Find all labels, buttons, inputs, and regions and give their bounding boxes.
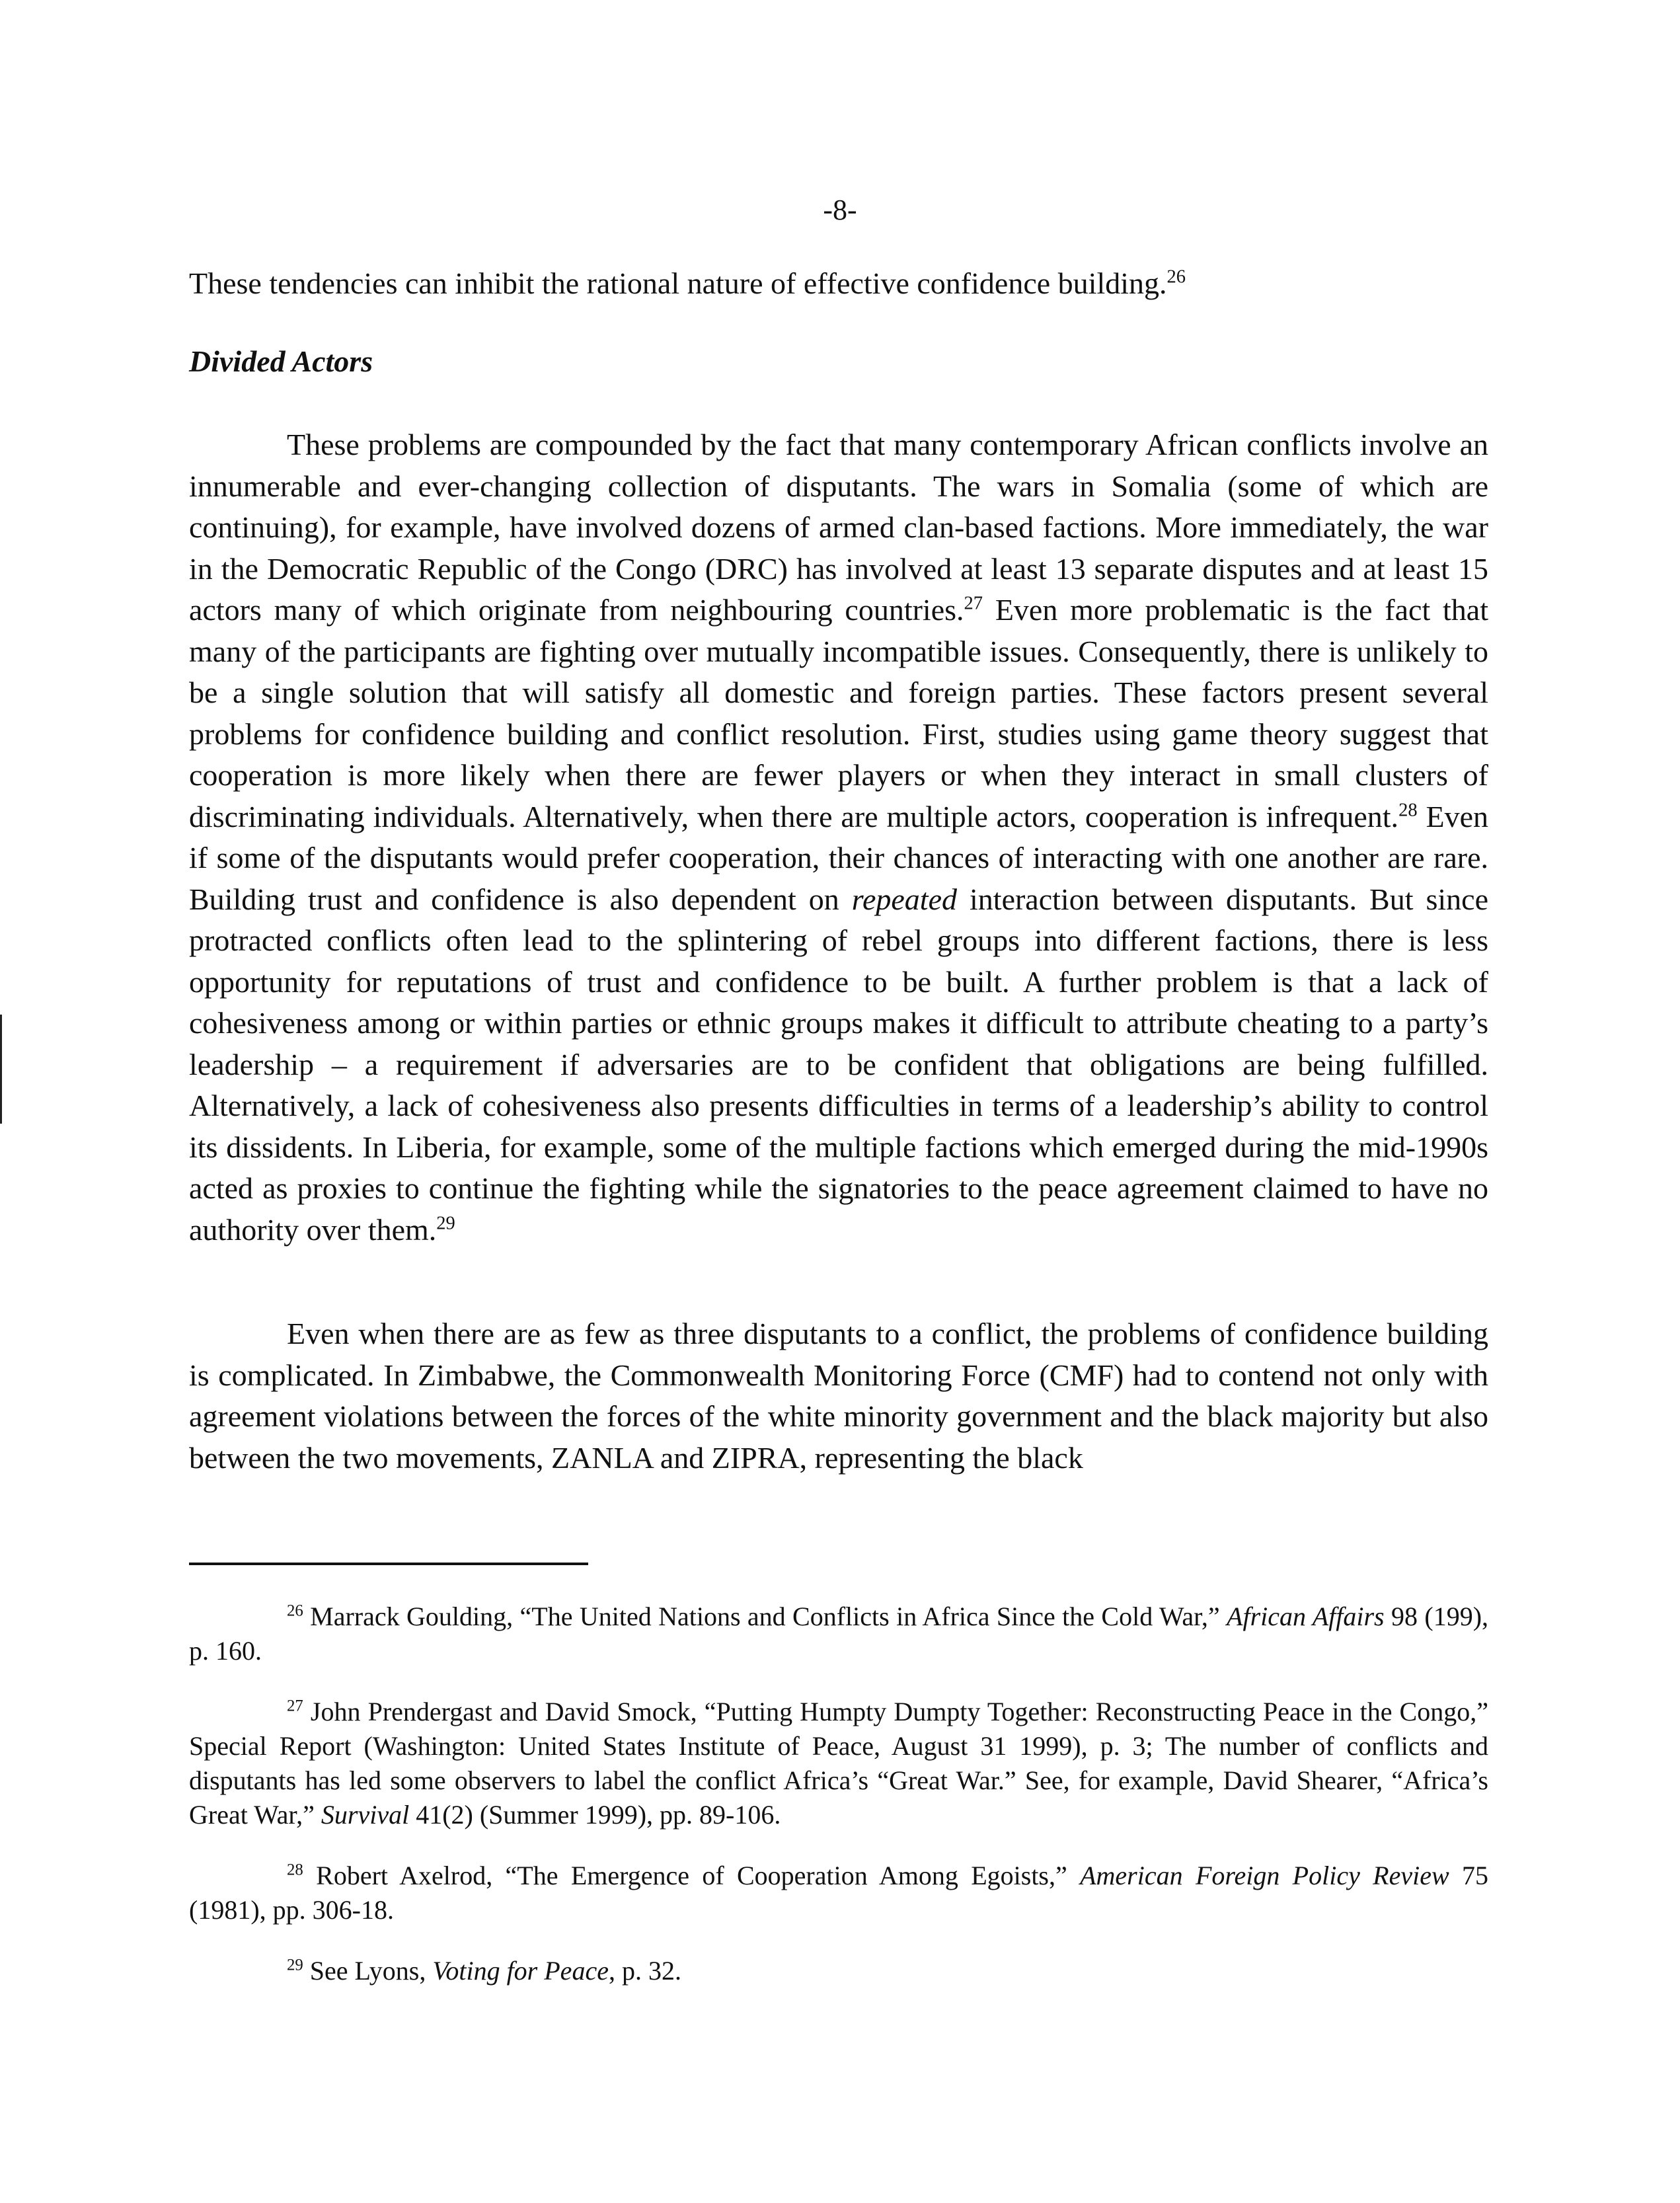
footnote-ref-26: 26	[1166, 266, 1186, 288]
paragraph2-text: Even when there are as few as three disputants to a conflict, the problems of confidence building is complicated. In Zimbabwe, the Commonwealth Monitoring Force (CMF) had to contend not only with agreement violations between the forces of the white minority government and the black majority but also between the two movements, ZANLA and ZIPRA, representing the black	[189, 1317, 1488, 1475]
footnote-number: 29	[287, 1956, 303, 1974]
footnote-ref-29: 29	[436, 1213, 455, 1234]
footnote-text: 41(2) (Summer 1999), pp. 89-106.	[409, 1800, 781, 1830]
footnote-text: See Lyons,	[303, 1956, 433, 1986]
footnote-number: 27	[287, 1697, 303, 1715]
footnote-text: , p. 32.	[608, 1956, 681, 1986]
emphasis-repeated: repeated	[851, 882, 958, 916]
paragraph1-sentence-3: Even if some of the disputants would prefer cooperation, their chances of interacting with one another are rare. Building trust and confidence is also dependent on	[189, 799, 1488, 916]
footnote-title: Voting for Peace	[432, 1956, 609, 1986]
footnotes-section	[189, 1600, 1488, 2015]
footnote-text: 98 (199), p. 160.	[189, 1602, 1489, 1666]
footnote-number: 28	[287, 1861, 303, 1879]
paragraph-zimbabwe	[189, 1313, 1488, 1479]
footnote-divider	[189, 1563, 588, 1565]
footnote-text: Robert Axelrod, “The Emergence of Cooperation Among Egoists,”	[303, 1861, 1081, 1890]
footnote-27	[189, 1695, 1488, 1832]
paragraph-divided-actors	[189, 424, 1488, 1251]
footnote-26	[189, 1600, 1488, 1668]
scan-edge-mark	[0, 1015, 2, 1124]
paragraph1-sentence-4: interaction between disputants. But since protracted conflicts often lead to the splintering of rebel groups into different factions, there is less opportunity for reputations of trust and confidence to be built. A further problem is that a lack of cohesiveness among or within parties or ethnic groups makes it difficult to attribute cheating to a party’s leadership – a requirement if adversaries are to be confident that obligations are being fulfilled. Alternatively, a lack of cohesiveness also presents difficulties in terms of a leadership’s ability to control its dissidents. In Liberia, for example, some of the multiple factions which emerged during the mid-1990s acted as proxies to continue the fighting while the signatories to the peace agreement claimed to have no authority over them.	[189, 882, 1488, 1247]
footnote-text: Marrack Goulding, “The United Nations and Conflicts in Africa Since the Cold War,”	[303, 1602, 1227, 1631]
footnote-title: African Affairs	[1227, 1602, 1385, 1631]
footnote-28	[189, 1859, 1488, 1927]
footnote-ref-27: 27	[964, 593, 983, 614]
footnote-title: Survival	[321, 1800, 410, 1830]
intro-line	[189, 263, 1488, 305]
page-number: -8-	[823, 194, 857, 226]
footnote-text: 75 (1981), pp. 306-18.	[189, 1861, 1489, 1925]
footnote-title: American Foreign Policy Review	[1080, 1861, 1449, 1890]
footnote-number: 26	[287, 1602, 303, 1620]
section-heading: Divided Actors	[189, 344, 373, 378]
footnote-text: John Prendergast and David Smock, “Putting Humpty Dumpty Together: Reconstructing Peace in the Congo,” Special Report (Washington: United States Institute of Peace, August 31 1999), p. 3; The number of conflicts and disputants has led some observers to label the conflict Africa’s “Great War.” See, for example, David Shearer, “Africa’s Great War,”	[189, 1697, 1488, 1830]
intro-text: These tendencies can inhibit the rational nature of effective confidence building.	[189, 266, 1167, 300]
paragraph1-sentence-1: These problems are compounded by the fact that many contemporary African conflicts involve an innumerable and ever-changing collection of disputants. The wars in Somalia (some of which are continuing), for example, have involved dozens of armed clan-based factions. More immediately, the war in the Democratic Republic of the Congo (DRC) has involved at least 13 separate disputes and at least 15 actors many of which originate from neighbouring countries.	[189, 428, 1488, 627]
footnote-29	[189, 1954, 1488, 1988]
paragraph1-sentence-2: Even more problematic is the fact that many of the participants are fighting over mutually incompatible issues. Consequently, there is unlikely to be a single solution that will satisfy all domestic and foreign parties. These factors present several problems for confidence building and conflict resolution. First, studies using game theory suggest that cooperation is more likely when there are fewer players or when they interact in small clusters of discriminating individuals. Alternatively, when there are multiple actors, cooperation is infrequent.	[189, 593, 1488, 833]
footnote-ref-28: 28	[1398, 800, 1418, 821]
